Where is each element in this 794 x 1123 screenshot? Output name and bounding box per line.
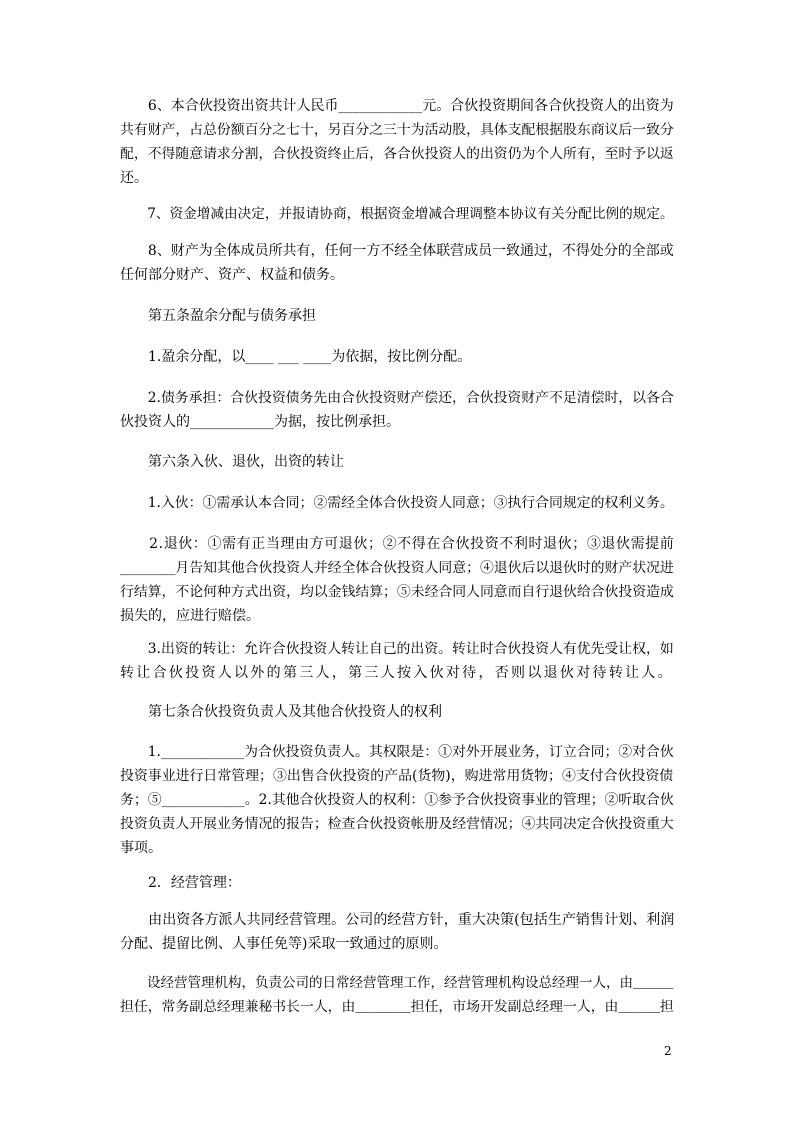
text-line: ________月告知其他合伙投资人并经全体合伙投资人同意；④退伙后以退伙时的财产状况进 — [120, 560, 674, 576]
section-heading: 第六条入伙、退伙，出资的转让 — [120, 454, 344, 470]
text-line: 转让合伙投资人以外的第三人，第三人按入伙对待，否则以退伙对待转让人。 — [120, 665, 674, 681]
section-heading: 第五条盈余分配与债务承担 — [120, 308, 316, 324]
text-line: 共有财产，占总份额百分之七十，另百分之三十为活动股，具体支配根据股东商议后一致分 — [120, 122, 674, 138]
text-line: 8、财产为全体成员所共有，任何一方不经全体联营成员一致通过，不得处分的全部或 — [120, 243, 674, 259]
text-line: 2.退伙：①需有正当理由方可退伙；②不得在合伙投资不利时退伙；③退伙需提前 — [120, 536, 675, 552]
text-line: 由出资各方派人共同经营管理。公司的经营方针，重大决策(包括生产销售计划、利润 — [120, 912, 675, 928]
section-heading: 第七条合伙投资负责人及其他合伙投资人的权利 — [120, 704, 442, 720]
text-line: 担任，常务副总经理兼秘书长一人，由＿＿＿＿担任，市场开发副总经理一人，由＿＿＿担 — [120, 999, 674, 1015]
text-line: 事项。 — [120, 840, 162, 856]
text-line: 投资事业进行日常管理；③出售合伙投资的产品(货物)，购进常用货物；④支付合伙投资债 — [120, 768, 674, 784]
text-line: 投资负责人开展业务情况的报告；检查合伙投资帐册及经营情况；④共同决定合伙投资重大 — [120, 816, 674, 832]
text-line: 分配、提留比例、人事任免等)采取一致通过的原则。 — [120, 936, 448, 952]
text-line: 伙投资人的____________为据，按比例承担。 — [120, 414, 400, 430]
text-line: 1.盈余分配，以____ ___ ____为依据，按比例分配。 — [120, 349, 472, 365]
text-line: 配，不得随意请求分割，合伙投资终止后，各合伙投资人的出资仍为个人所有，至时予以返 — [120, 146, 674, 162]
text-line: 7、资金增减由决定，并报请协商，根据资金增减合理调整本协议有关分配比例的规定。 — [120, 206, 674, 222]
text-line: 任何部分财产、资产、权益和债务。 — [120, 267, 344, 283]
text-line: 3.出资的转让：允许合伙投资人转让自己的出资。转让时合伙投资人有优先受让权，如 — [120, 641, 674, 657]
page-number: 2 — [664, 1044, 672, 1058]
text-line: 务；⑤____________。2.其他合伙投资人的权利：①参予合伙投资事业的管理；②听取合伙 — [120, 792, 674, 808]
text-line: 设经营管理机构，负责公司的日常经营管理工作，经营管理机构设总经理一人，由＿＿＿ — [120, 975, 674, 991]
text-line: 1.入伙：①需承认本合同；②需经全体合伙投资人同意；③执行合同规定的权利义务。 — [120, 495, 674, 511]
text-line: 损失的，应进行赔偿。 — [120, 608, 260, 624]
text-line: 2.债务承担：合伙投资债务先由合伙投资财产偿还，合伙投资财产不足清偿时，以各合 — [120, 390, 674, 406]
text-line: 还。 — [120, 170, 148, 186]
text-line: 6、本合伙投资出资共计人民币____________元。合伙投资期间各合伙投资人的出资为 — [120, 98, 674, 114]
text-line: 行结算，不论何种方式出资，均以金钱结算；⑤未经合同人同意而自行退伙给合伙投资造成 — [120, 584, 674, 600]
text-line: 1.____________为合伙投资负责人。其权限是：①对外开展业务，订立合同；②对合伙 — [120, 744, 674, 760]
section-heading: 2．经营管理： — [120, 875, 241, 891]
